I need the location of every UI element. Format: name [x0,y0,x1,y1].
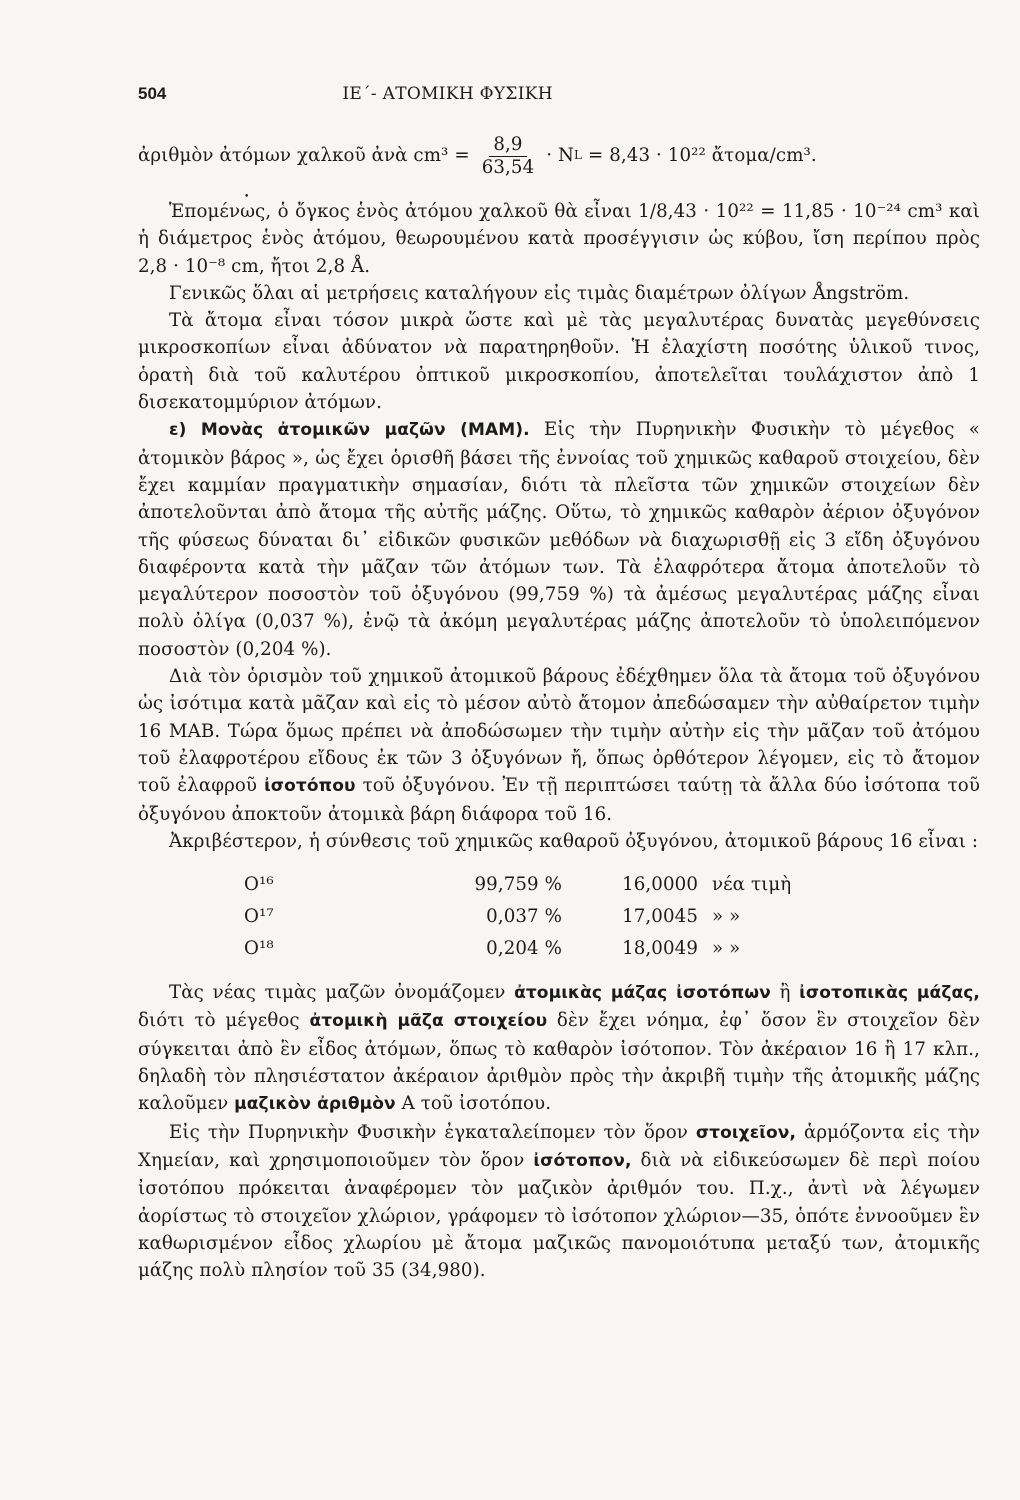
paragraph-mam-text: Εἰς τὴν Πυρηνικὴν Φυσικὴν τὸ μέγεθος « ἀτομικὸν βάρος », ὡς ἔχει ὁρισθῆ βάσει τῆς ἐννοίας τοῦ χημικῶς καθαροῦ στοιχείου, δὲν ἔχει καμμίαν πραγματικὴν σημασίαν, διότι τὰ πλεῖστα τῶν χημικῶν στοιχείων δὲν ἀποτελοῦνται ἀπὸ ἄτομα τῆς αὐτῆς μάζης. Οὕτω, τὸ χημικῶς καθαρὸν ἀέριον ὀξυγόνον τῆς φύσεως δύναται δι᾽ εἰδικῶν φυσικῶν μεθόδων νὰ διαχωρισθῇ εἰς 3 εἴδη ὀξυγόνου διαφέροντα κατὰ τὴν μᾶζαν τῶν ἀτόμων των. Τὰ ἐλαφρότερα ἄτομα ἀποτελοῦν τὸ μεγαλύτερον ποσοστὸν τοῦ ὀξυγόνου (99,759 %) τὰ ἀμέσως μεγαλυτέρας μάζης εἶναι πολὺ ὀλίγα (0,037 %), ἐνῷ τὰ ἀκόμη μεγαλυτέρας μάζης ἀποτελοῦν τὸ ὑπολειπόμενον ποσοστὸν (0,204 %). [138,419,981,660]
paragraph-atom-volume: Ἑπομένως, ὁ ὄγκος ἑνὸς ἀτόμου χαλκοῦ θὰ εἶναι 1/8,43 · 10²² = 11,85 · 10⁻²⁴ cm³ καὶ ἡ διάμετρος ἑνὸς ἀτόμου, θεωρουμένου κατὰ προσέγγισιν ὡς κύβου, ἴση περίπου πρὸς 2,8 · 10⁻⁸ cm, ἤτοι 2,8 Å. [138,201,980,277]
stray-mark: • [244,192,250,202]
paragraph-isotopic-masses [138,979,980,1118]
text-run: Τὰς νέας τιμὰς μαζῶν ὀνομάζομεν [169,982,515,1004]
isotope-note: » » [712,906,741,928]
fraction-numerator: 8,9 [489,134,526,157]
term-element: στοιχεῖον, [695,1122,797,1143]
text-run: Διὰ τὸν ὁρισμὸν τοῦ χημικοῦ ἀτομικοῦ βάρους ἐδέχθημεν ὅλα τὰ ἄτομα τοῦ ὀξυγόνου ὡς ἰσότιμα κατὰ μᾶζαν καὶ εἰς τὸ μέσον αὐτὸ ἄτομον ἀπεδώσαμεν τὴν αὐθαίρετον τιμὴν 16 ΜΑΒ. Τώρα ὅμως πρέπει νὰ ἀποδώσωμεν τὴν τιμὴν αὐτὴν εἰς τὴν μᾶζαν τοῦ ἀτόμου τοῦ ἐλαφροτέρου εἴδους ἐκ τῶν 3 ὀξυγόνων ἤ, ὅπως ὀρθότερον λέγομεν, εἰς τὸ ἄτομον τοῦ ἐλαφροῦ [138,666,980,797]
isotope-note: » » [712,938,741,960]
formula-result: = 8,43 · 10²² ἄτομα/cm³. [588,145,817,167]
term-atomic-isotope-masses: ἀτομικὰς μάζας ἰσοτόπων [514,983,771,1004]
body-text [138,128,980,1284]
oxygen-isotopes-table [244,869,791,965]
isotope-note: νέα τιμὴ [712,874,792,896]
paragraph-angstrom: Γενικῶς ὅλαι αἱ μετρήσεις καταλήγουν εἰς τιμὰς διαμέτρων ὀλίγων Ångström. [169,282,910,304]
section-heading-mam: ε) Μονὰς ἀτομικῶν μαζῶν (MAM). [169,420,530,441]
text-run: δὲν ἔχει νόημα, ἐφ᾽ ὅσον ἓν στοιχεῖον δὲν σύγκειται ἀπὸ ἓν εἶδος ἀτόμων, ὅπως τὸ καθαρὸν ἰσότοπον. Τὸν ἀκέραιον 16 ἢ 17 κλπ., δηλαδὴ τὸν πλησιέστατον ἀκέραιον ἀριθμὸν πρὸς τὴν ἀκριβῆ τιμὴν τῆς ἀτομικῆς μάζης καλοῦμεν [138,1010,980,1115]
page-header [138,84,878,104]
table-row [244,933,791,965]
isotope-abundance: 0,037 % [486,906,562,928]
paragraph-oxygen-composition: Ἀκριβέστερον, ἡ σύνθεσις τοῦ χημικῶς καθαροῦ ὀξυγόνου, ἀτομικοῦ βάρους 16 εἶναι : [169,830,979,852]
formula-lhs: ἀριθμὸν ἀτόμων χαλκοῦ ἀνὰ cm³ = [138,145,470,167]
isotope-abundance: 99,759 % [474,874,562,896]
term-isotope: ἰσοτόπου [264,776,356,797]
text-run: A τοῦ ἰσοτόπου. [395,1093,552,1115]
isotope-abundance: 0,204 % [486,938,562,960]
table-row [244,901,791,933]
paragraph-element-vs-isotope [138,1119,980,1285]
fraction-denominator: 63,54 [481,156,535,178]
isotope-mass: 16,0000 [622,874,698,896]
paragraph-microscope: Τὰ ἄτομα εἶναι τόσον μικρὰ ὥστε καὶ μὲ τὰς μεγαλυτέρας δυνατὰς μεγεθύνσεις μικροσκοπίων εἶναι ἀδύνατον νὰ παρατηρηθοῦν. Ἡ ἐλαχίστη ποσότης ὑλικοῦ τινος, ὁρατὴ διὰ τοῦ καλυτέρου ὀπτικοῦ μικροσκοπίου, ἀποτελεῖται τουλάχιστον ἀπὸ 1 δισεκατομμύριον ἀτόμων. [138,310,980,414]
isotope-symbol: O¹⁷ [244,906,274,928]
text-run: ἁρμόζοντα εἰς τὴν Χημείαν, καὶ χρησιμοποιοῦμεν τὸν ὅρον [138,1121,980,1171]
copper-atoms-formula [138,128,980,184]
term-isotopic-masses: ἰσοτοπικὰς μάζας, [799,983,980,1004]
text-run: διότι τὸ μέγεθος [138,1010,310,1032]
page-number: 504 [138,84,167,103]
paragraph-isotope-definition [138,663,980,828]
term-mass-number: μαζικὸν ἀριθμὸν [234,1094,396,1115]
isotope-symbol: O¹⁶ [244,874,274,896]
fraction [478,134,539,179]
text-run: διὰ νὰ εἰδικεύσωμεν δὲ περὶ ποίου ἰσοτόπου πρόκειται ἀναφέρομεν τὸν μαζικὸν ἀριθμόν του. Π.χ., ἀντὶ νὰ λέγωμεν ἀορίστως τὸ στοιχεῖον χλώριον, γράφομεν τὸ ἰσότοπον χλώριον—35, ὁπότε ἐννοοῦμεν ἓν καθωρισμένον εἶδος χλωρίου μὲ ἄτομα μαζικῶς πανομοιότυπα μεταξύ των, ἀτομικῆς μάζης πολὺ πλησίον τοῦ 35 (34,980). [138,1149,980,1282]
isotope-mass: 18,0049 [622,938,698,960]
avogadro-symbol: · N [546,145,575,167]
paragraph-mam [138,416,980,663]
text-run: Εἰς τὴν Πυρηνικὴν Φυσικὴν ἐγκαταλείπομεν τὸν ὅρον [169,1121,696,1143]
isotope-symbol: O¹⁸ [244,938,274,960]
text-run: τοῦ ὀξυγόνου. Ἐν τῇ περιπτώσει ταύτῃ τὰ ἄλλα δύο ἰσότοπα τοῦ ὀξυγόνου ἀποκτοῦν ἀτομικὰ βάρη διάφορα τοῦ 16. [138,775,980,825]
table-row [244,869,791,901]
text-run: ἢ [770,982,800,1004]
term-isotope: ἰσότοπον, [533,1150,632,1171]
running-title: ΙΕ΄- ΑΤΟΜΙΚΗ ΦΥΣΙΚΗ [342,84,553,104]
term-element-atomic-mass: ἀτομικὴ μᾶζα στοιχείου [309,1011,548,1032]
avogadro-subscript: L [574,148,583,163]
isotope-mass: 17,0045 [622,906,698,928]
